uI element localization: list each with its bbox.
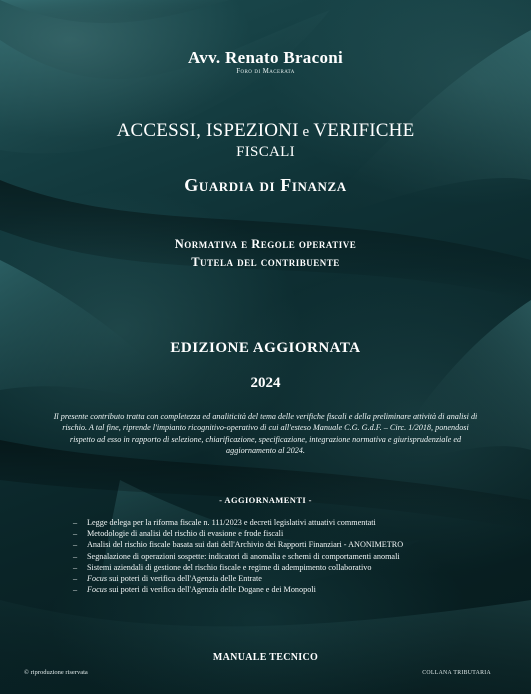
updates-heading: - AGGIORNAMENTI - xyxy=(219,495,312,505)
subtitle-line-1: Normativa e Regole operative xyxy=(174,237,357,251)
item-text: sui poteri di verifica dell'Agenzia delle Entrate xyxy=(107,574,262,584)
title-main: ACCESSI, ISPEZIONI xyxy=(116,120,299,141)
item-text: sui poteri di verifica dell'Agenzia delle Dogane e dei Monopoli xyxy=(107,585,316,595)
updates-list-item xyxy=(73,517,503,528)
item-emphasis: Focus xyxy=(87,574,108,584)
item-text: Legge delega per la riforma fiscale n. 111/2023 e decreti legislativi attuativi commentati xyxy=(87,518,376,527)
updates-list-item xyxy=(73,562,503,573)
updates-list-item xyxy=(73,573,503,584)
updates-list-item xyxy=(73,551,503,562)
list-dash: – xyxy=(73,562,78,572)
title-line-2: FISCALI xyxy=(236,144,295,160)
updates-list xyxy=(73,517,503,595)
list-dash: – xyxy=(73,518,78,527)
edition-year: 2024 xyxy=(250,375,281,391)
title-line-3: Guardia di Finanza xyxy=(184,175,347,195)
list-dash: – xyxy=(73,585,78,595)
series-label: COLLANA TRIBUTARIA xyxy=(422,670,491,676)
title-end: VERIFICHE xyxy=(313,120,415,141)
fabric-fold xyxy=(0,600,531,694)
updates-list-item xyxy=(73,528,503,539)
item-emphasis: Focus xyxy=(87,585,108,595)
updates-list-item xyxy=(73,539,503,550)
title-line-1 xyxy=(0,120,531,142)
item-text: Analisi del rischio fiscale basata sui dati dell'Archivio dei Rapporti Finanziari - ANONIMETRO xyxy=(87,540,404,550)
author-name: Avv. Renato Braconi xyxy=(187,48,344,67)
list-dash: – xyxy=(73,529,78,539)
list-dash: – xyxy=(73,540,78,550)
subtitle-line-2: Tutela del contribuente xyxy=(191,255,340,269)
list-dash: – xyxy=(73,551,78,561)
item-text: Sistemi aziendali di gestione del rischio fiscale e regime di adempimento collaborativo xyxy=(87,562,372,572)
title-conjunction: e xyxy=(298,124,314,140)
fabric-fold xyxy=(0,0,230,23)
manual-label: MANUALE TECNICO xyxy=(212,652,319,663)
item-text: Metodologie di analisi del rischio di evasione e frode fiscali xyxy=(87,529,284,539)
item-text: Segnalazione di operazioni sospette: indicatori di anomalia e schemi di comportamenti anomali xyxy=(87,551,400,561)
copyright-notice: © riproduzione riservata xyxy=(24,669,88,676)
edition-label: EDIZIONE AGGIORNATA xyxy=(170,340,361,356)
updates-list-item xyxy=(73,584,503,595)
author-affiliation: Foro di Macerata xyxy=(236,67,295,75)
list-dash: – xyxy=(73,574,78,584)
description-text: Il presente contributo tratta con completezza ed analiticità del tema delle verifiche fiscali e della preliminare attività di analisi di rischio. A tal fine, riprende l'impianto ricognitivo-operativo di cui all'esteso Manuale C.G. G.d.F. – Circ. 1/2018, ponendosi rispetto ad esso in rapporto di selezione, chiarificazione, specificazione, integrazione normativa e giurisprudenziale ed aggiornamento al 2024. xyxy=(53,412,478,456)
